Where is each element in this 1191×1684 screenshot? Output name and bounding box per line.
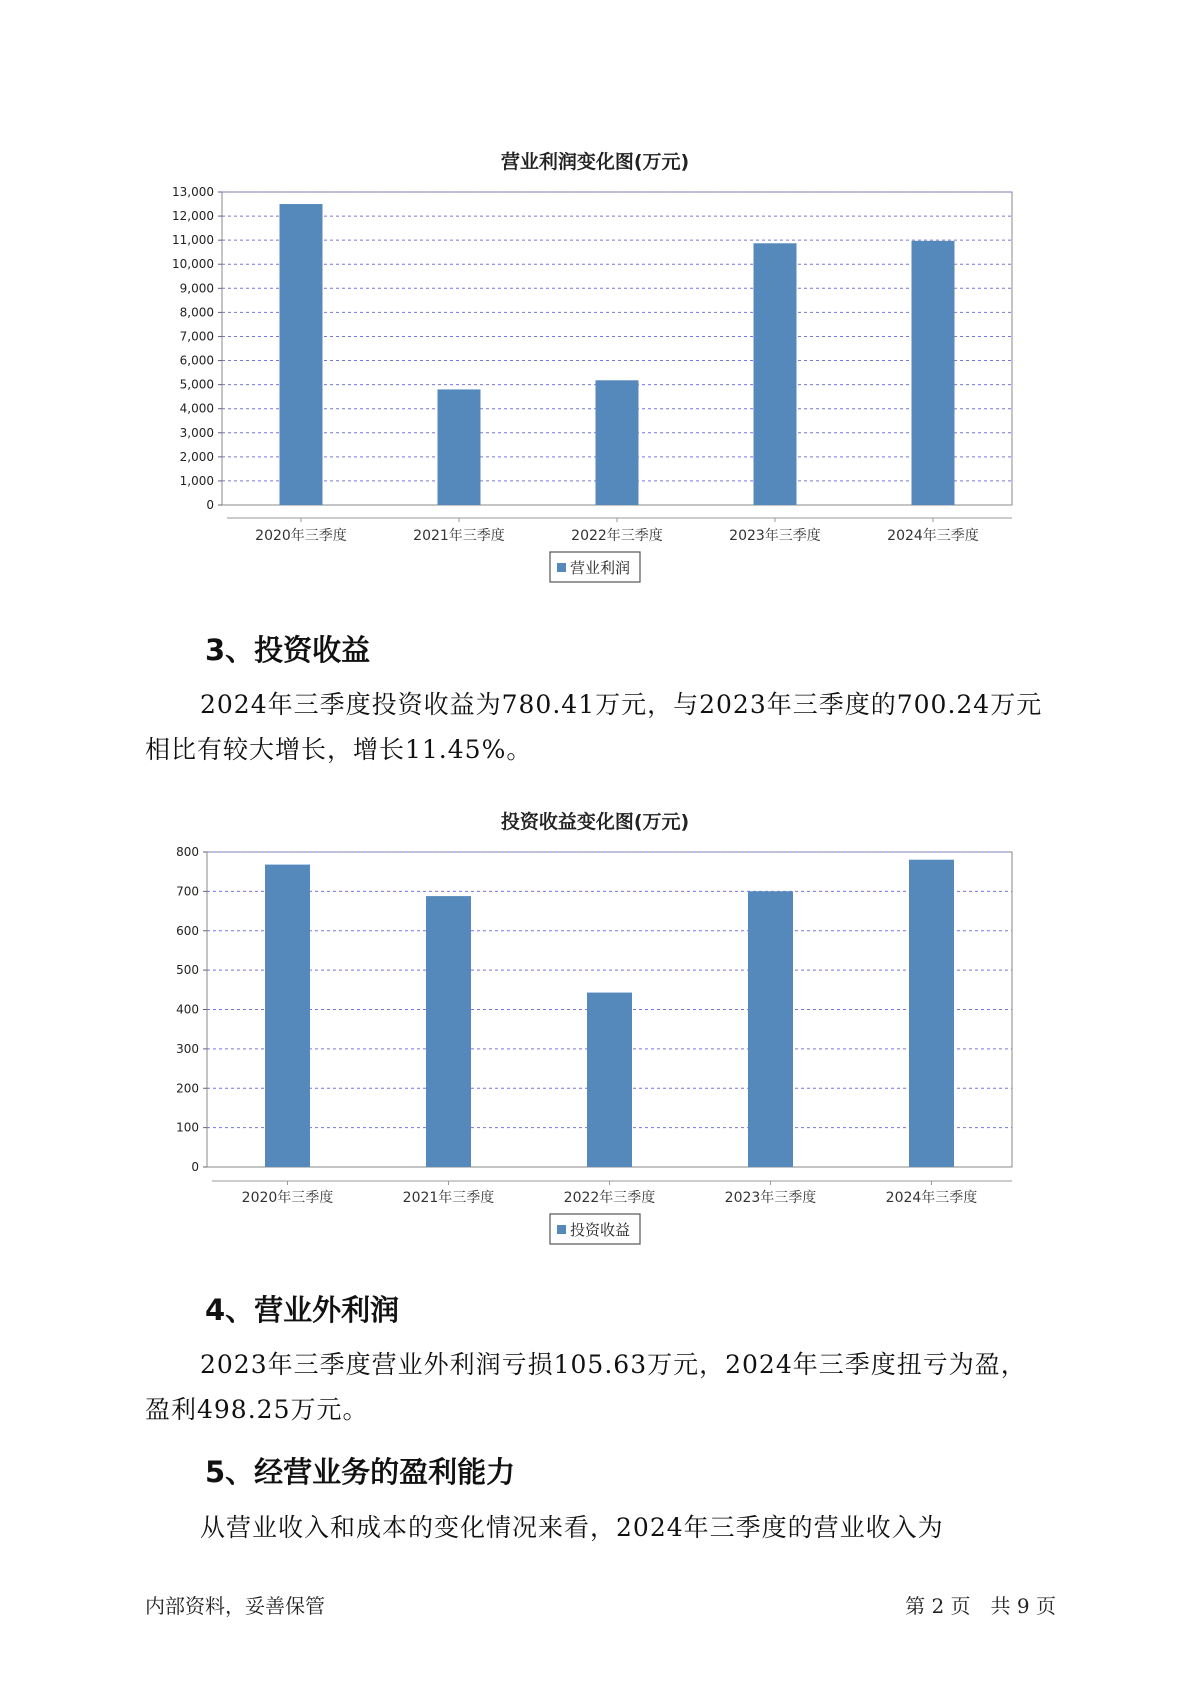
bar	[596, 380, 639, 505]
y-tick-label: 300	[176, 1041, 199, 1056]
bar	[426, 896, 471, 1167]
bar	[909, 860, 954, 1167]
section-heading-operating-profitability: 5、经营业务的盈利能力	[205, 1455, 516, 1489]
x-tick-label: 2021年三季度	[402, 1190, 495, 1206]
y-tick-label: 500	[176, 963, 199, 978]
chart-legend	[550, 552, 640, 582]
x-tick-label: 2024年三季度	[885, 1190, 978, 1206]
y-tick-label: 9,000	[179, 281, 214, 296]
investment-income-line2: 相比有较大增长，增长11.45%。	[145, 735, 533, 764]
y-tick-label: 5,000	[179, 377, 214, 392]
x-tick-label: 2022年三季度	[563, 1190, 656, 1206]
y-tick-label: 400	[176, 1002, 199, 1017]
investment-income-line1: 2024年三季度投资收益为780.41万元，与2023年三季度的700.24万元	[200, 690, 1043, 719]
y-tick-label: 0	[191, 1160, 199, 1174]
y-tick-label: 8,000	[179, 305, 214, 320]
bar	[438, 389, 481, 505]
non-operating-profit-line2: 盈利498.25万元。	[145, 1395, 369, 1424]
y-tick-label: 0	[206, 498, 214, 512]
x-tick-label: 2024年三季度	[887, 528, 979, 544]
x-tick-label: 2023年三季度	[724, 1190, 817, 1206]
y-tick-label: 100	[176, 1120, 199, 1135]
y-tick-label: 800	[176, 845, 199, 859]
y-tick-label: 10,000	[172, 257, 214, 272]
section-heading-investment-income: 3、投资收益	[205, 633, 371, 667]
section-heading-non-operating-profit: 4、营业外利润	[205, 1293, 400, 1327]
y-tick-label: 3,000	[179, 425, 214, 440]
operating-profitability-line1: 从营业收入和成本的变化情况来看，2024年三季度的营业收入为	[200, 1513, 944, 1542]
investment-income-paragraph	[145, 682, 1045, 772]
x-tick-label: 2021年三季度	[413, 528, 505, 544]
x-tick-label: 2020年三季度	[241, 1190, 334, 1206]
investment-income-chart	[0, 800, 1191, 1260]
legend-swatch	[557, 1225, 566, 1234]
y-tick-label: 11,000	[172, 233, 214, 248]
operating-profit-chart-svg	[0, 140, 1191, 600]
x-tick-label: 2023年三季度	[729, 528, 821, 544]
chart-legend	[550, 1214, 640, 1244]
investment-income-chart-svg	[0, 800, 1191, 1260]
operating-profitability-paragraph	[145, 1505, 1045, 1550]
y-tick-label: 7,000	[179, 329, 214, 344]
bar	[754, 243, 797, 505]
y-tick-label: 1,000	[179, 473, 214, 488]
y-tick-label: 700	[176, 884, 199, 899]
non-operating-profit-paragraph	[145, 1342, 1045, 1432]
chart-title: 营业利润变化图(万元)	[500, 151, 690, 173]
y-tick-label: 2,000	[179, 449, 214, 464]
x-tick-label: 2022年三季度	[571, 528, 663, 544]
footer-page-number: 第 2 页 共 9 页	[905, 1594, 1056, 1618]
footer-confidential-note: 内部资料，妥善保管	[145, 1594, 325, 1618]
legend-swatch	[557, 563, 566, 572]
bar	[265, 865, 310, 1167]
bar	[587, 993, 632, 1167]
operating-profit-chart	[0, 140, 1191, 600]
y-tick-label: 600	[176, 923, 199, 938]
legend-label: 营业利润	[570, 559, 631, 577]
chart-title: 投资收益变化图(万元)	[500, 811, 690, 833]
legend-label: 投资收益	[570, 1221, 631, 1239]
y-tick-label: 13,000	[172, 185, 214, 199]
x-tick-label: 2020年三季度	[255, 528, 347, 544]
y-tick-label: 12,000	[172, 209, 214, 224]
y-tick-label: 4,000	[179, 401, 214, 416]
bar	[280, 204, 323, 505]
non-operating-profit-line1: 2023年三季度营业外利润亏损105.63万元，2024年三季度扭亏为盈，	[200, 1350, 1027, 1379]
bar	[912, 241, 955, 505]
bar	[748, 891, 793, 1167]
y-tick-label: 6,000	[179, 353, 214, 368]
y-tick-label: 200	[176, 1081, 199, 1096]
